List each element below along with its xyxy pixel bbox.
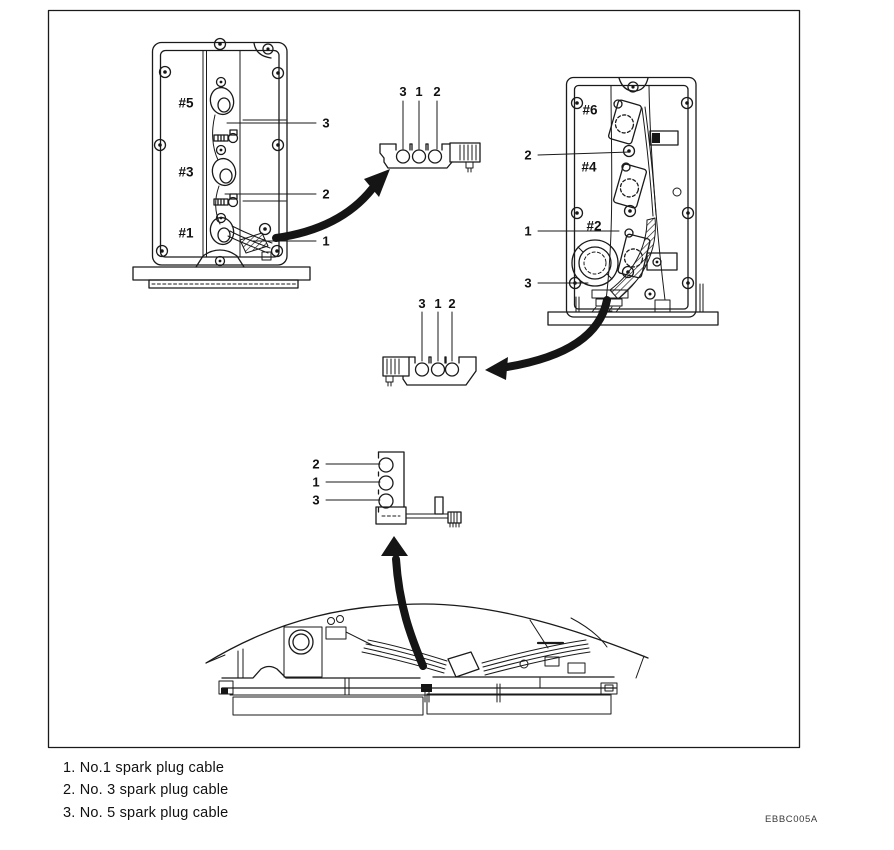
cover-top-tab <box>619 78 648 91</box>
spark-plug-port-1 <box>208 215 237 247</box>
top-retainer-callout-2: 2 <box>433 84 441 99</box>
cable-exit-bolt <box>260 224 271 235</box>
mid-retainer-callout-3: 3 <box>418 296 426 311</box>
legend-item-3: 3. No. 5 spark plug cable <box>63 804 229 821</box>
bracket-base <box>376 507 406 524</box>
left-valve-cover <box>133 39 330 289</box>
top-cable-retainer <box>380 84 480 172</box>
cable-clamp <box>448 652 479 677</box>
right-cover-label-cyl4: #4 <box>581 159 597 175</box>
coil-connector-3 <box>647 253 677 270</box>
top-retainer-callout-1: 1 <box>415 84 423 99</box>
left-cover-callout-1: 1 <box>322 233 330 249</box>
center-cable-bracket <box>312 452 461 527</box>
ignition-coil-1 <box>608 99 642 144</box>
bracket-rod <box>406 497 461 527</box>
right-cover-label-cyl6: #6 <box>582 102 598 118</box>
spark-plug-port-3 <box>210 156 239 188</box>
manifold-cable-bundle-right <box>482 640 590 675</box>
legend-item-1: 1. No.1 spark plug cable <box>63 760 225 776</box>
left-cover-label-cyl3: #3 <box>178 164 194 180</box>
figure-code: EBBC005A <box>765 814 818 825</box>
right-cover-flange <box>548 284 718 325</box>
cable-hatch-band <box>240 233 268 253</box>
right-cover-bolt-holes <box>570 98 694 289</box>
spark-plug-port-5 <box>208 85 237 117</box>
retainer-connector <box>450 143 480 172</box>
left-cover-callout-2: 2 <box>322 186 330 202</box>
legend <box>63 757 228 824</box>
oil-filler-cap <box>572 240 618 286</box>
arrow-left-cover-to-top-retainer-icon <box>276 169 390 238</box>
manifold-cable-bundle-left <box>362 640 447 673</box>
cable-hatch-band <box>610 218 655 299</box>
channel-clamp-screw-upper <box>214 130 238 143</box>
right-cover-callout-1: 1 <box>524 223 532 239</box>
channel-clamp-screw-lower <box>214 194 238 207</box>
arrow-manifold-to-bracket-icon <box>381 536 423 666</box>
mid-cable-retainer <box>383 296 476 386</box>
right-cover-callout-3: 3 <box>524 275 532 291</box>
left-cover-label-cyl1: #1 <box>178 225 194 241</box>
manifold-arc <box>206 604 648 663</box>
mid-retainer-callout-2: 2 <box>448 296 456 311</box>
legend-item-2: 2. No. 3 spark plug cable <box>63 782 229 799</box>
left-cover-label-cyl5: #5 <box>178 95 194 111</box>
ignition-coil-2 <box>613 163 647 208</box>
mid-retainer-callout-1: 1 <box>434 296 442 311</box>
top-retainer-callout-3: 3 <box>399 84 407 99</box>
right-valve-cover <box>524 78 718 326</box>
right-cover-callout-2: 2 <box>524 147 532 163</box>
coil-connector-1 <box>650 131 678 145</box>
intake-manifold-view <box>206 604 648 715</box>
callout-line <box>538 152 630 155</box>
right-cover-label-cyl2: #2 <box>586 218 602 234</box>
bracket-callout-1: 1 <box>312 474 320 490</box>
bracket-callout-3: 3 <box>312 492 320 508</box>
manifold-deck <box>219 667 617 716</box>
bracket-callout-2: 2 <box>312 456 320 472</box>
left-cover-callout-3: 3 <box>322 115 330 131</box>
